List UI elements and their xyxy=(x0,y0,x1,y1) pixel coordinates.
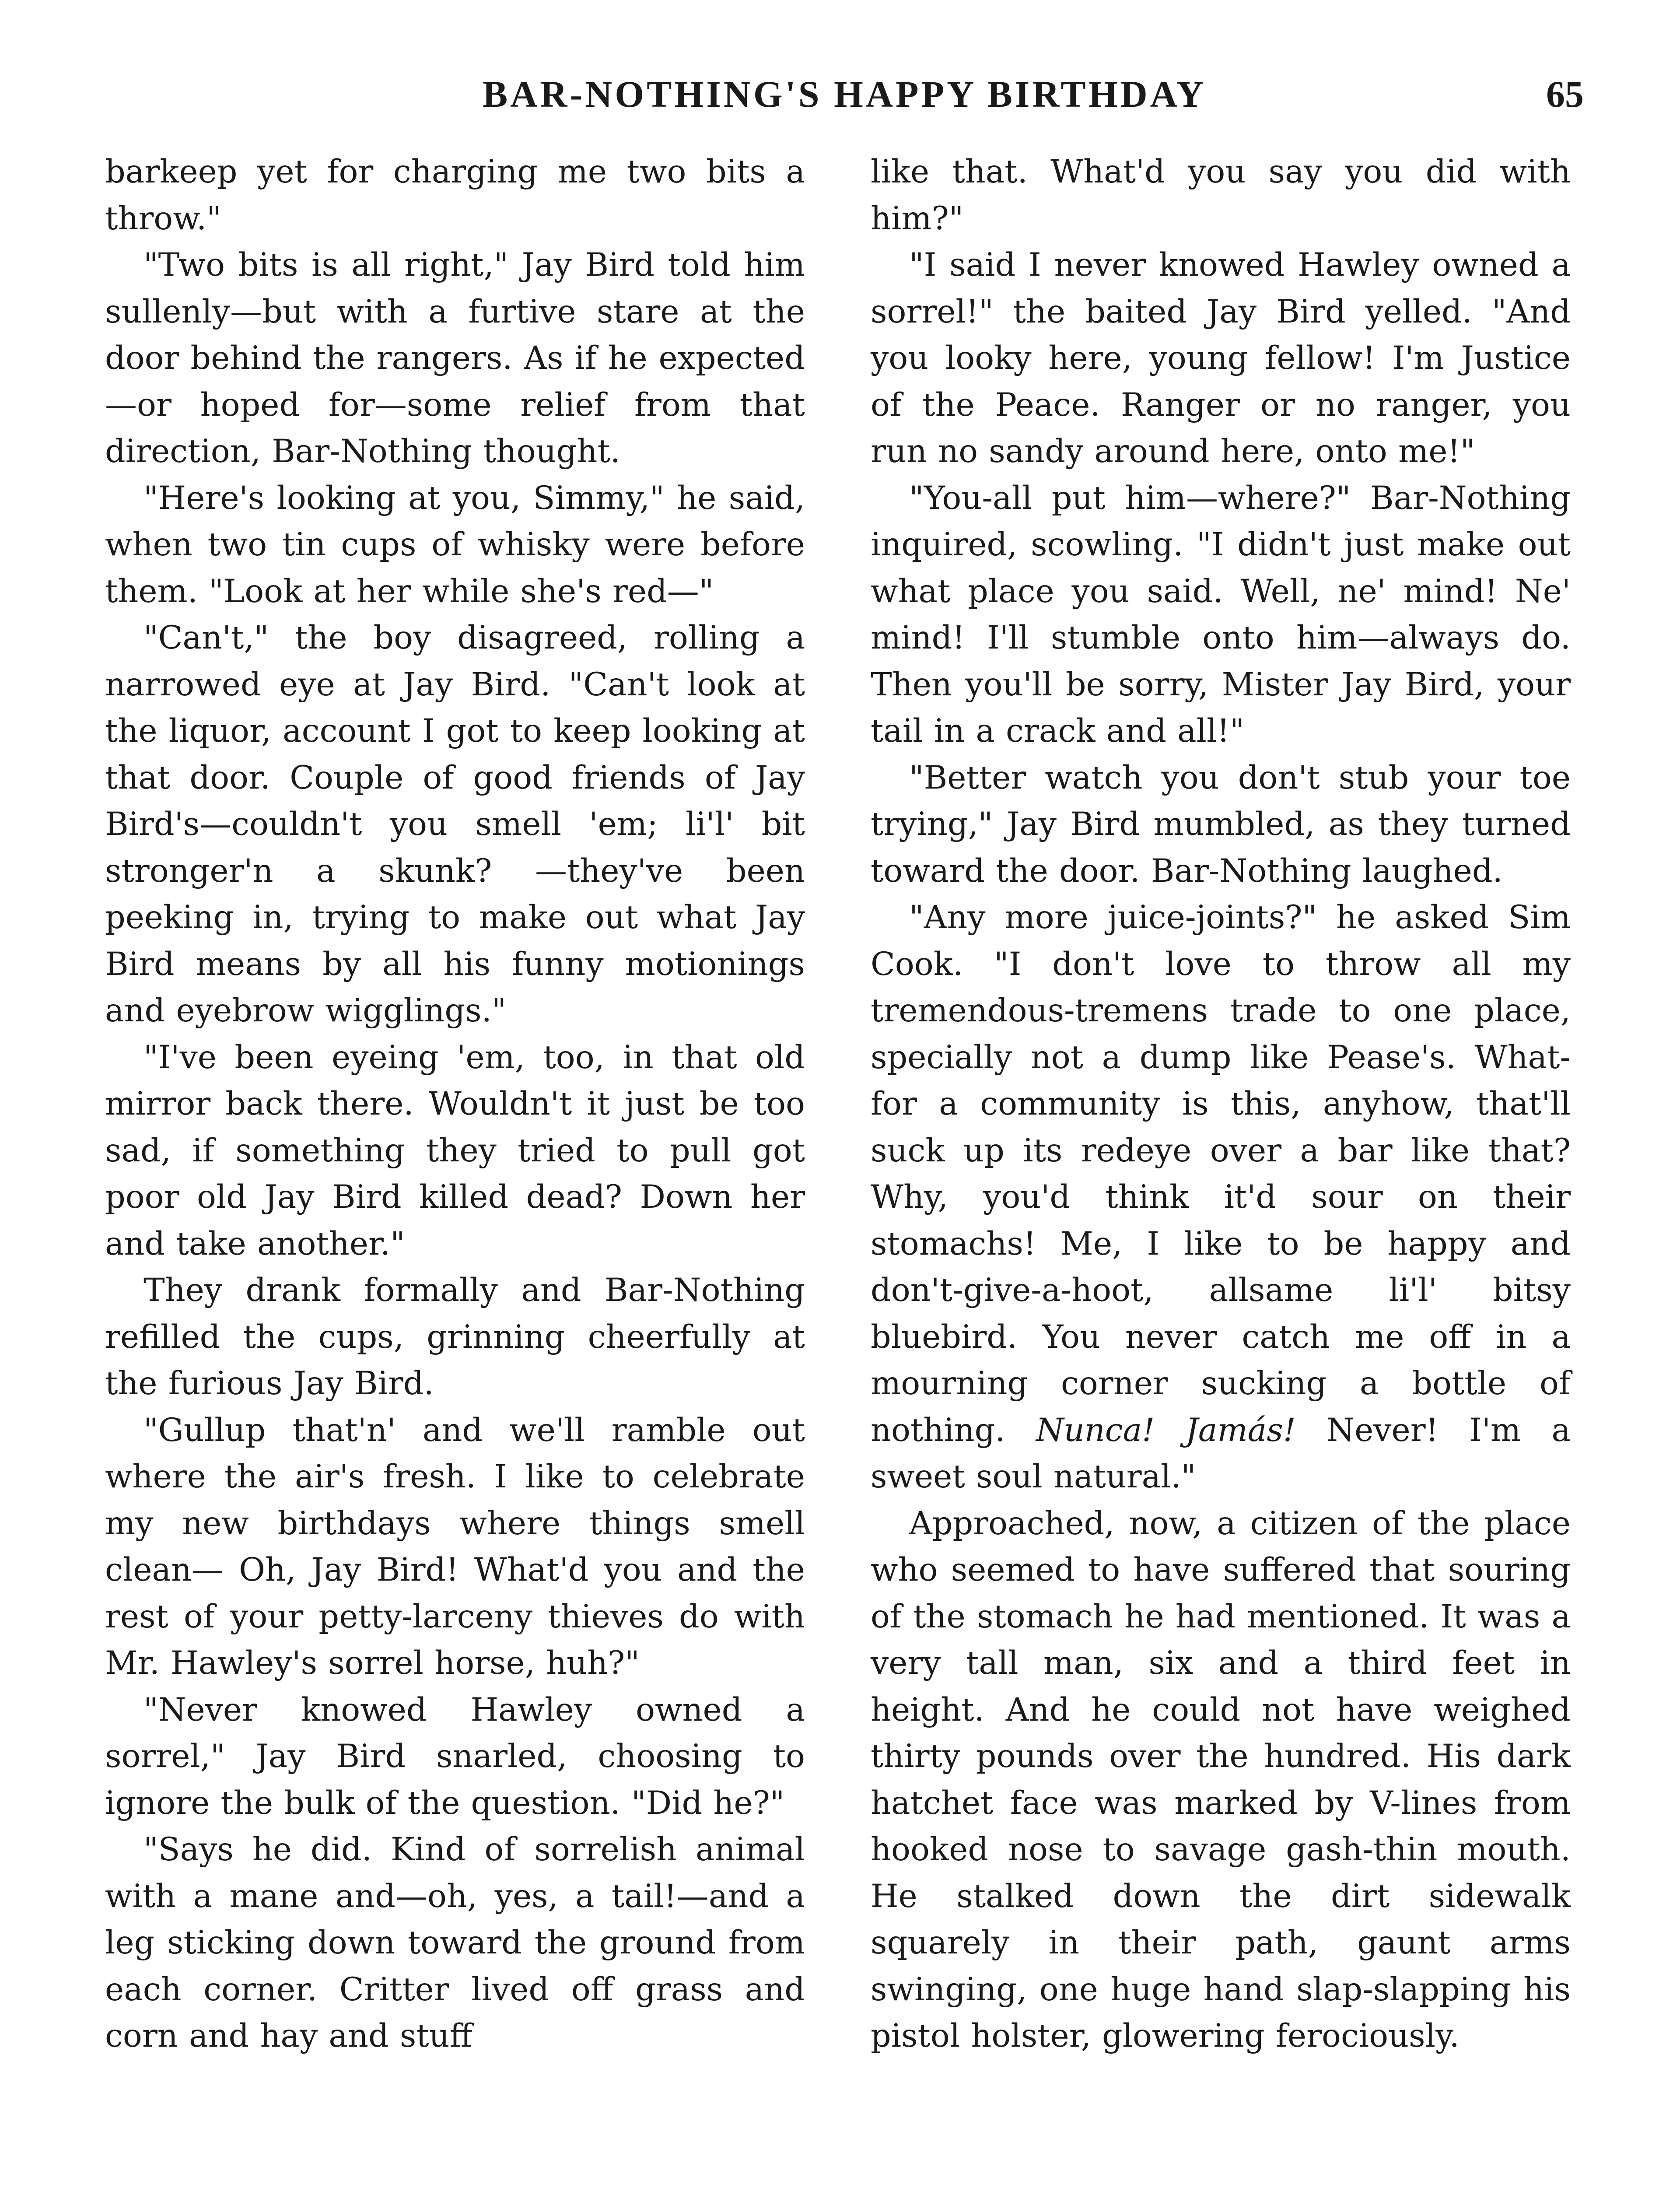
paragraph xyxy=(871,894,1571,1501)
italic-phrase: Nunca! Jamás! xyxy=(1036,1411,1296,1449)
paragraph: "You-all put him—where?" Bar-Nothing inquired, scowling. "I didn't just make out what place you said. Well, ne' mind! Ne' mind! I'll stumble onto him—always do. Then you'll be sorry, Mister Jay Bird, your tail in a crack and all!" xyxy=(871,479,1571,750)
paragraph: like that. What'd you say you did with him?" xyxy=(871,153,1571,237)
paragraph: "Says he did. Kind of sorrelish animal with a mane and—oh, yes, a tail!—and a leg sticking down toward the ground from each corner. Critter lived off grass and corn and hay and stuff xyxy=(105,1831,805,2055)
paragraph: barkeep yet for charging me two bits a throw." xyxy=(105,153,805,237)
paragraph: "Here's looking at you, Simmy," he said, when two tin cups of whisky were before them. "Look at her while she's red—" xyxy=(105,479,805,610)
paragraph-text: Never! I'm a sweet soul natural." xyxy=(871,1411,1571,1495)
paragraph-text: "Any more juice-joints?" he asked Sim Cook. "I don't love to throw all my tremendous-tremens trade to one place, specially not a dump like Pease's. What-for a community is this, anyhow, that'll suck up its redeye over a bar like that? Why, you'd think it'd sour on their stomachs! Me, I like to be happy and don't-give-a-hoot, allsame li'l' bitsy bluebird. You never catch me off in a mourning corner sucking a bottle of nothing. xyxy=(871,899,1571,1449)
paragraph: They drank formally and Bar-Nothing refilled the cups, grinning cheerfully at the furious Jay Bird. xyxy=(105,1272,805,1402)
left-column xyxy=(105,149,805,2060)
paragraph: "Gullup that'n' and we'll ramble out where the air's fresh. I like to celebrate my new birthdays where things smell clean— Oh, Jay Bird! What'd you and the rest of your petty-larceny thieves do with Mr. Hawley's sorrel horse, huh?" xyxy=(105,1411,805,1682)
paragraph: "I've been eyeing 'em, too, in that old mirror back there. Wouldn't it just be too sad, if something they tried to pull got poor old Jay Bird killed dead? Down her and take another." xyxy=(105,1038,805,1262)
right-column xyxy=(871,149,1571,2060)
page-header xyxy=(105,66,1584,123)
paragraph: Approached, now, a citizen of the place who seemed to have suffered that souring of the stomach he had mentioned. It was a very tall man, six and a third feet in height. And he could not have weighed thirty pounds over the hundred. His dark hatchet face was marked by V-lines from hooked nose to savage gash-thin mouth. He stalked down the dirt sidewalk squarely in their path, gaunt arms swinging, one huge hand slap-slapping his pistol holster, glowering ferociously. xyxy=(871,1504,1571,2055)
paragraph: "Two bits is all right," Jay Bird told him sullenly—but with a furtive stare at the door behind the rangers. As if he expected—or hoped for—some relief from that direction, Bar-Nothing thought. xyxy=(105,246,805,470)
paragraph: "Never knowed Hawley owned a sorrel," Jay Bird snarled, choosing to ignore the bulk of the question. "Did he?" xyxy=(105,1691,805,1822)
running-head: BAR-NOTHING'S HAPPY BIRTHDAY xyxy=(482,73,1207,115)
paragraph: "Can't," the boy disagreed, rolling a narrowed eye at Jay Bird. "Can't look at the liquor, account I got to keep looking at that door. Couple of good friends of Jay Bird's—couldn't you smell 'em; li'l' bit stronger'n a skunk? —they've been peeking in, trying to make out what Jay Bird means by all his funny motionings and eyebrow wigglings." xyxy=(105,619,805,1029)
paragraph: "I said I never knowed Hawley owned a sorrel!" the baited Jay Bird yelled. "And you looky here, young fellow! I'm Justice of the Peace. Ranger or no ranger, you run no sandy around here, onto me!" xyxy=(871,246,1571,470)
paragraph: "Better watch you don't stub your toe trying," Jay Bird mumbled, as they turned toward the door. Bar-Nothing laughed. xyxy=(871,759,1571,890)
page-number: 65 xyxy=(1546,73,1584,115)
